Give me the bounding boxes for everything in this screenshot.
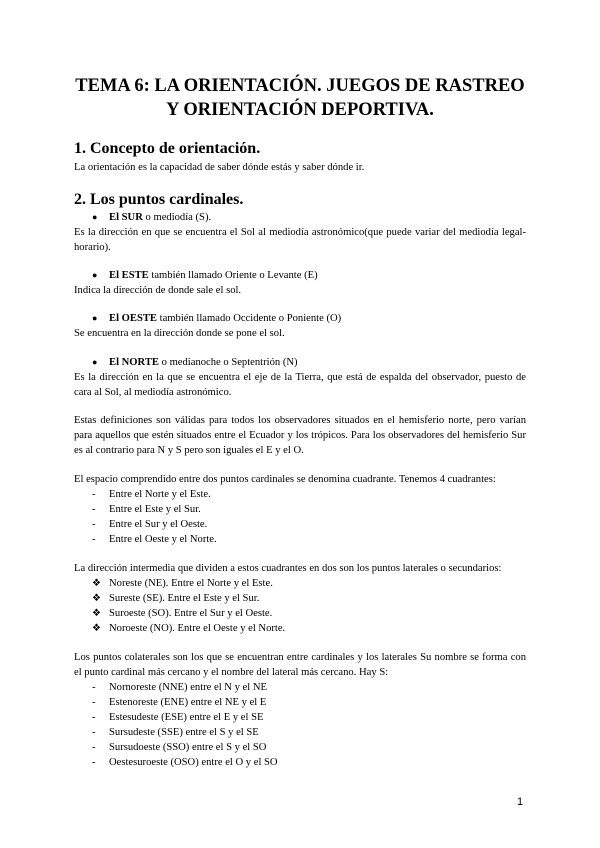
list-item: - Nornoreste (NNE) entre el N y el NE <box>92 682 267 693</box>
title-line-2: Y ORIENTACIÓN DEPORTIVA. <box>166 100 434 120</box>
diamond-bullet-icon: ❖ <box>92 623 101 634</box>
norte-description: Es la dirección en la que se encuentra el eje de la Tierra, que está de espalda del observador, puesto de cara al Sol, al mediodía astronómico. <box>74 372 526 398</box>
sur-description: Es la dirección en que se encuentra el Sol al mediodía astronómico(que puede variar del mediodía legal-horario). <box>74 227 526 253</box>
oeste-description: Se encuentra en la dirección donde se pone el sol. <box>74 328 285 339</box>
list-item: - Sursudoeste (SSO) entre el S y el SO <box>92 742 267 753</box>
list-item: - Sursudeste (SSE) entre el S y el SE <box>92 727 259 738</box>
title-line-1: TEMA 6: LA ORIENTACIÓN. JUEGOS DE RASTREO <box>75 76 525 96</box>
list-item: - Oestesuroeste (OSO) entre el O y el SO <box>92 757 278 768</box>
list-item: ❖ Noroeste (NO). Entre el Oeste y el Norte. <box>92 623 286 634</box>
section-2-heading: 2. Los puntos cardinales. <box>74 191 244 208</box>
bullet-icon: ● <box>92 357 98 367</box>
definiciones-paragraph: Estas definiciones son válidas para todos los observadores situados en el hemisferio norte, pero varían para aquellos que estén situados entre el Ecuador y los trópicos. Para los observadores del hemisferio Sur es al contrario para N y S pero son iguales el E y el O. <box>74 415 526 456</box>
bullet-este <box>92 268 318 283</box>
bullet-bold: El NORTE <box>109 357 159 368</box>
colaterales-intro: Los puntos colaterales son los que se encuentran entre cardinales y los laterales Su nombre se forma con el punto cardinal más cercano y el nombre del lateral más cercano. Hay S: <box>74 652 526 678</box>
list-item: - Entre el Sur y el Oeste. <box>92 519 208 530</box>
bullet-bold: El ESTE <box>109 270 149 281</box>
bullet-norte <box>92 355 298 370</box>
bullet-text: o medianoche o Septentrión (N) <box>158 357 298 368</box>
cuadrantes-intro: El espacio comprendido entre dos puntos cardinales se denomina cuadrante. Tenemos 4 cuadrantes: <box>74 474 496 485</box>
page-title <box>60 74 540 122</box>
bullet-icon: ● <box>92 212 98 222</box>
list-item: - Entre el Oeste y el Norte. <box>92 534 217 545</box>
este-description: Indica la dirección de donde sale el sol. <box>74 285 242 296</box>
bullet-oeste <box>92 311 341 326</box>
section-1-text: La orientación es la capacidad de saber dónde estás y saber dónde ir. <box>74 162 365 173</box>
list-item: - Estesudeste (ESE) entre el E y el SE <box>92 712 264 723</box>
laterales-intro: La dirección intermedia que dividen a estos cuadrantes en dos son los puntos laterales o secundarios: <box>74 563 502 574</box>
list-item: - Entre el Este y el Sur. <box>92 504 201 515</box>
bullet-icon: ● <box>92 270 98 280</box>
bullet-sur <box>92 210 211 225</box>
bullet-icon: ● <box>92 313 98 323</box>
list-item: ❖ Sureste (SE). Entre el Este y el Sur. <box>92 593 260 604</box>
list-item: ❖ Noreste (NE). Entre el Norte y el Este. <box>92 578 273 589</box>
bullet-text: también llamado Oriente o Levante (E) <box>148 270 318 281</box>
section-1-heading: 1. Concepto de orientación. <box>74 140 261 157</box>
page-number: 1 <box>517 796 524 808</box>
bullet-text: también llamado Occidente o Poniente (O) <box>157 313 342 324</box>
list-item: ❖ Suroeste (SO). Entre el Sur y el Oeste. <box>92 608 273 619</box>
diamond-bullet-icon: ❖ <box>92 608 101 619</box>
diamond-bullet-icon: ❖ <box>92 593 101 604</box>
list-item: - Entre el Norte y el Este. <box>92 489 211 500</box>
bullet-bold: El OESTE <box>109 313 157 324</box>
bullet-bold: El SUR <box>109 212 143 223</box>
bullet-text: o mediodía (S). <box>142 212 212 223</box>
diamond-bullet-icon: ❖ <box>92 578 101 589</box>
list-item: - Estenoreste (ENE) entre el NE y el E <box>92 697 267 708</box>
